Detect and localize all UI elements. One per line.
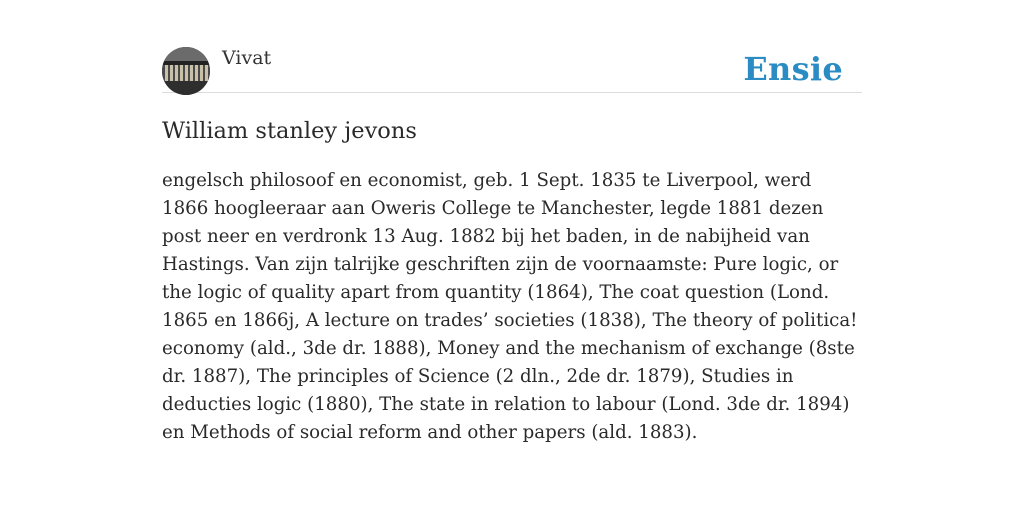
- author-avatar[interactable]: [162, 47, 210, 95]
- article-card: [162, 40, 862, 447]
- article-body: engelsch philosoof en economist, geb. 1 Sept. 1835 te Liverpool, werd 1866 hoogleeraar aan Oweris College te Manchester, legde 1881 dezen post neer en verdronk 13 Aug. 1882 bij het baden, in de nabijheid van Hastings. Van zijn talrijke geschriften zijn de voornaamste: Pure logic, or the logic of quality apart from quantity (1864), The coat question (Lond. 1865 en 1866j, A lecture on trades’ societies (1838), The theory of politica! economy (ald., 3de dr. 1888), Money and the mechanism of exchange (8ste dr. 1887), The principles of Science (2 dln., 2de dr. 1879), Studies in deducties logic (1880), The state in relation to labour (Lond. 3de dr. 1894) en Methods of social reform and other papers (ald. 1883).: [162, 170, 858, 443]
- brand-logo[interactable]: Ensie: [743, 50, 843, 88]
- article-title: William stanley jevons: [162, 118, 417, 144]
- avatar-image: [162, 47, 210, 95]
- article-header: [162, 40, 862, 93]
- author-link[interactable]: Vivat: [222, 47, 272, 69]
